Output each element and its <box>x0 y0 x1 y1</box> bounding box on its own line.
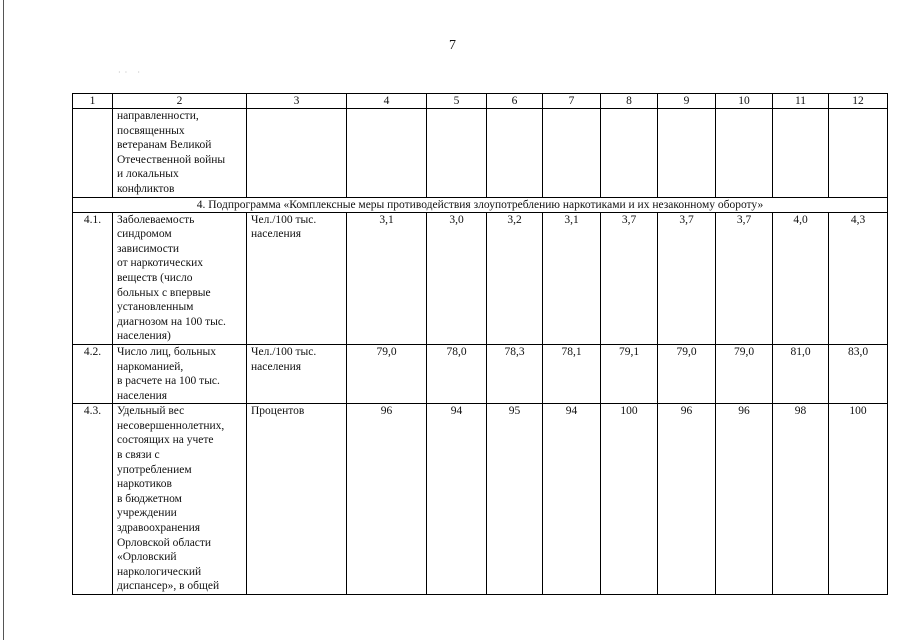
indicator-name-cell-line: несовершеннолетних, <box>117 419 225 432</box>
value-cell: 3,7 <box>658 212 716 344</box>
index-cell <box>73 109 113 198</box>
indicator-name-cell-line: Заболеваемость <box>117 213 195 226</box>
indicator-name-cell-line: направленности, <box>117 110 199 122</box>
table-row <box>73 404 888 595</box>
row-index: 4.1. <box>73 212 113 344</box>
unit-cell <box>247 212 347 344</box>
indicator-name-cell-line: ветеранам Великой <box>117 139 212 152</box>
value-cell: 3,7 <box>716 212 773 344</box>
indicator-name-cell-line: Отечественной войны <box>117 153 226 166</box>
indicator-name-cell-line: состоящих на учете <box>117 434 214 447</box>
indicator-name-cell-line: Число лиц, больных <box>117 345 216 358</box>
indicator-name-cell-line: и локальных <box>117 168 179 181</box>
unit-cell <box>247 404 347 595</box>
header-row <box>73 94 888 109</box>
column-number-header: 1 <box>73 94 113 109</box>
indicator-name-cell-line: наркоманией, <box>117 360 184 373</box>
column-number-header: 11 <box>773 94 829 109</box>
subprogram-row <box>73 197 888 212</box>
table-row-continued <box>73 109 888 198</box>
indicator-name-cell-line: здравоохранения <box>117 522 201 535</box>
empty-cell <box>829 109 888 198</box>
column-number-header: 7 <box>543 94 601 109</box>
indicator-name-cell-line: больных с впервые <box>117 286 211 299</box>
unit-cell-line: Чел./100 тыс. <box>251 213 317 226</box>
column-number-header: 5 <box>427 94 487 109</box>
value-cell: 79,0 <box>716 344 773 403</box>
empty-cell <box>487 109 543 198</box>
indicator-name-cell-line: Орловской области <box>117 536 212 549</box>
empty-cell <box>773 109 829 198</box>
value-cell: 3,7 <box>601 212 658 344</box>
indicator-name-cell-line: синдромом <box>117 228 172 241</box>
table-row <box>73 212 888 344</box>
table-body <box>73 94 888 595</box>
value-cell: 3,1 <box>543 212 601 344</box>
value-cell: 94 <box>427 404 487 595</box>
empty-cell <box>601 109 658 198</box>
empty-cell <box>427 109 487 198</box>
indicator-name-cell-line: от наркотических <box>117 257 204 270</box>
value-cell: 98 <box>773 404 829 595</box>
empty-cell <box>543 109 601 198</box>
value-cell: 96 <box>658 404 716 595</box>
indicator-name-cell-line: установленным <box>117 301 194 314</box>
value-cell: 78,3 <box>487 344 543 403</box>
value-cell: 79,0 <box>658 344 716 403</box>
indicator-name-cell-line: наркотиков <box>117 478 172 491</box>
column-number-header: 4 <box>347 94 427 109</box>
value-cell: 3,2 <box>487 212 543 344</box>
value-cell: 95 <box>487 404 543 595</box>
indicator-name-cell-line: конфликтов <box>117 182 175 195</box>
indicator-name-cell-line: «Орловский <box>117 551 177 564</box>
value-cell: 83,0 <box>829 344 888 403</box>
indicator-name-cell <box>113 212 247 344</box>
indicator-name-cell-line: в связи с <box>117 449 160 462</box>
indicator-name-cell-line: населения <box>117 389 168 402</box>
subprogram-title: 4. Подпрограмма «Комплексные меры противодействия злоупотреблению наркотиками и их незаконному обороту» <box>73 197 888 212</box>
indicator-name-cell-line: зависимости <box>117 242 180 255</box>
column-number-header: 3 <box>247 94 347 109</box>
column-number-header: 8 <box>601 94 658 109</box>
empty-cell <box>716 109 773 198</box>
indicators-table <box>72 93 888 595</box>
indicator-name-cell <box>113 404 247 595</box>
page-number: 7 <box>449 38 456 53</box>
column-number-header: 2 <box>113 94 247 109</box>
value-cell: 100 <box>601 404 658 595</box>
indicator-name-cell-line: веществ (число <box>117 271 193 284</box>
value-cell: 100 <box>829 404 888 595</box>
indicator-name-cell-line: в расчете на 100 тыс. <box>117 375 220 388</box>
unit-cell-line: населения <box>251 228 302 241</box>
column-number-header: 12 <box>829 94 888 109</box>
indicator-name-cell-line: посвященных <box>117 124 185 137</box>
indicator-name-cell-line: в бюджетном <box>117 492 182 505</box>
indicator-name-cell-line: диагнозом на 100 тыс. <box>117 315 226 328</box>
indicator-name-cell-line: наркологический <box>117 565 202 578</box>
unit-cell-line: Чел./100 тыс. <box>251 345 317 358</box>
empty-cell <box>658 109 716 198</box>
value-cell: 79,0 <box>347 344 427 403</box>
value-cell: 3,1 <box>347 212 427 344</box>
value-cell: 78,1 <box>543 344 601 403</box>
value-cell: 96 <box>716 404 773 595</box>
value-cell: 81,0 <box>773 344 829 403</box>
empty-cell <box>347 109 427 198</box>
indicator-name-cell-line: диспансер», в общей <box>117 580 220 593</box>
table-row <box>73 344 888 403</box>
indicator-name-cell-line: Удельный вес <box>117 405 185 418</box>
unit-cell-line: Процентов <box>251 405 305 418</box>
value-cell: 4,3 <box>829 212 888 344</box>
empty-cell <box>247 109 347 198</box>
value-cell: 4,0 <box>773 212 829 344</box>
value-cell: 79,1 <box>601 344 658 403</box>
indicator-name-cell-line: учреждении <box>117 507 177 520</box>
unit-cell-line: населения <box>251 360 302 373</box>
unit-cell <box>247 344 347 403</box>
column-number-header: 10 <box>716 94 773 109</box>
row-index: 4.3. <box>73 404 113 595</box>
indicator-name-cell <box>113 109 247 198</box>
column-number-header: 6 <box>487 94 543 109</box>
scan-specks: ·· · <box>118 68 144 77</box>
value-cell: 78,0 <box>427 344 487 403</box>
value-cell: 94 <box>543 404 601 595</box>
indicator-name-cell-line: населения) <box>117 330 171 343</box>
row-index: 4.2. <box>73 344 113 403</box>
column-number-header: 9 <box>658 94 716 109</box>
indicator-name-cell-line: употреблением <box>117 463 192 476</box>
indicator-name-cell <box>113 344 247 403</box>
value-cell: 96 <box>347 404 427 595</box>
page-edge-line <box>3 0 4 640</box>
value-cell: 3,0 <box>427 212 487 344</box>
